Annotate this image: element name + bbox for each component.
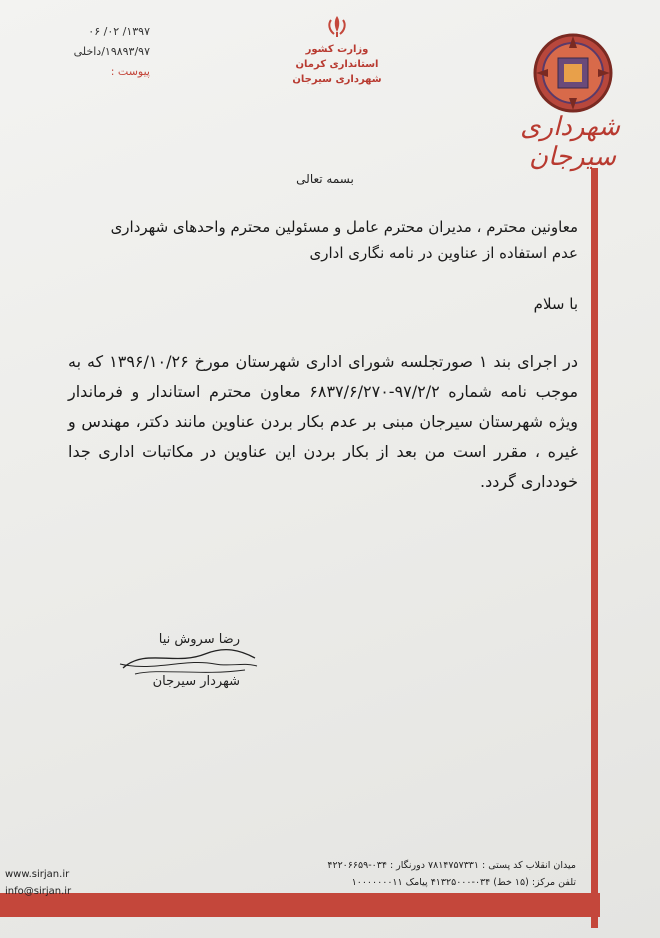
logo-text: شهرداری سیرجان [520, 112, 620, 172]
decorative-bottom-bar [0, 893, 600, 917]
letter-heading: بسمه تعالی [296, 172, 354, 186]
signatory-title: شهردار سیرجان [152, 674, 240, 689]
signatory-name: رضا سروش نیا [158, 632, 240, 647]
website-link[interactable]: www.sirjan.ir [5, 869, 70, 880]
iran-emblem-icon [326, 14, 348, 38]
ministry-name: وزارت کشور [305, 44, 369, 55]
letter-greeting: با سلام [533, 295, 578, 313]
footer-address [250, 857, 576, 891]
footer-address-line: میدان انقلاب کد پستی : ۷۸۱۴۷۵۷۳۳۱ دورنگار : ۰۳۴-۴۲۲۰۶۶۵۹ [327, 860, 576, 871]
letter-subject: عدم استفاده از عناوین در نامه نگاری اداری [309, 244, 578, 262]
email-link[interactable]: info@sirjan.ir [5, 886, 72, 897]
letter-date: ۱۳۹۷/ ۰۲/ ۰۶ [88, 25, 150, 38]
governorate-name: استانداری کرمان [295, 59, 379, 70]
letter-body: در اجرای بند ۱ صورتجلسه شورای اداری شهرستان مورخ ۱۳۹۶/۱۰/۲۶ که به موجب نامه شماره ۹۷/۲/۲-۶۸۳۷/۶/۲۷۰ معاون محترم استاندار و فرماندار ویژه شهرستان سیرجان مبنی بر عدم بکار بردن عناوین مانند دکتر، مهندس و غیره ، مقرر است من بعد از بکار بردن این عناوین در مکاتبات اداری جدا خودداری گردد. [68, 352, 579, 491]
footer-contact [5, 866, 71, 900]
letter-address-block [68, 214, 578, 266]
letter-number: ۱۹۸۹۳/۹۷/داخلی [73, 45, 150, 58]
letter-meta [40, 22, 150, 82]
decorative-side-bar [591, 168, 598, 928]
government-header [262, 14, 412, 87]
letter-addressee: معاونین محترم ، مدیران محترم عامل و مسئولین محترم واحدهای شهرداری [110, 218, 578, 236]
attachment-label: پیوست : [110, 65, 150, 78]
municipality-emblem-icon [528, 28, 618, 118]
footer-phone-line: تلفن مرکز: (۱۵ خط) ۰۳۴-۴۱۳۲۵۰۰۰ پیامک ۱۰۰۰۰۰۰۰۱۱ [351, 877, 576, 888]
municipality-name: شهرداری سیرجان [292, 74, 382, 85]
